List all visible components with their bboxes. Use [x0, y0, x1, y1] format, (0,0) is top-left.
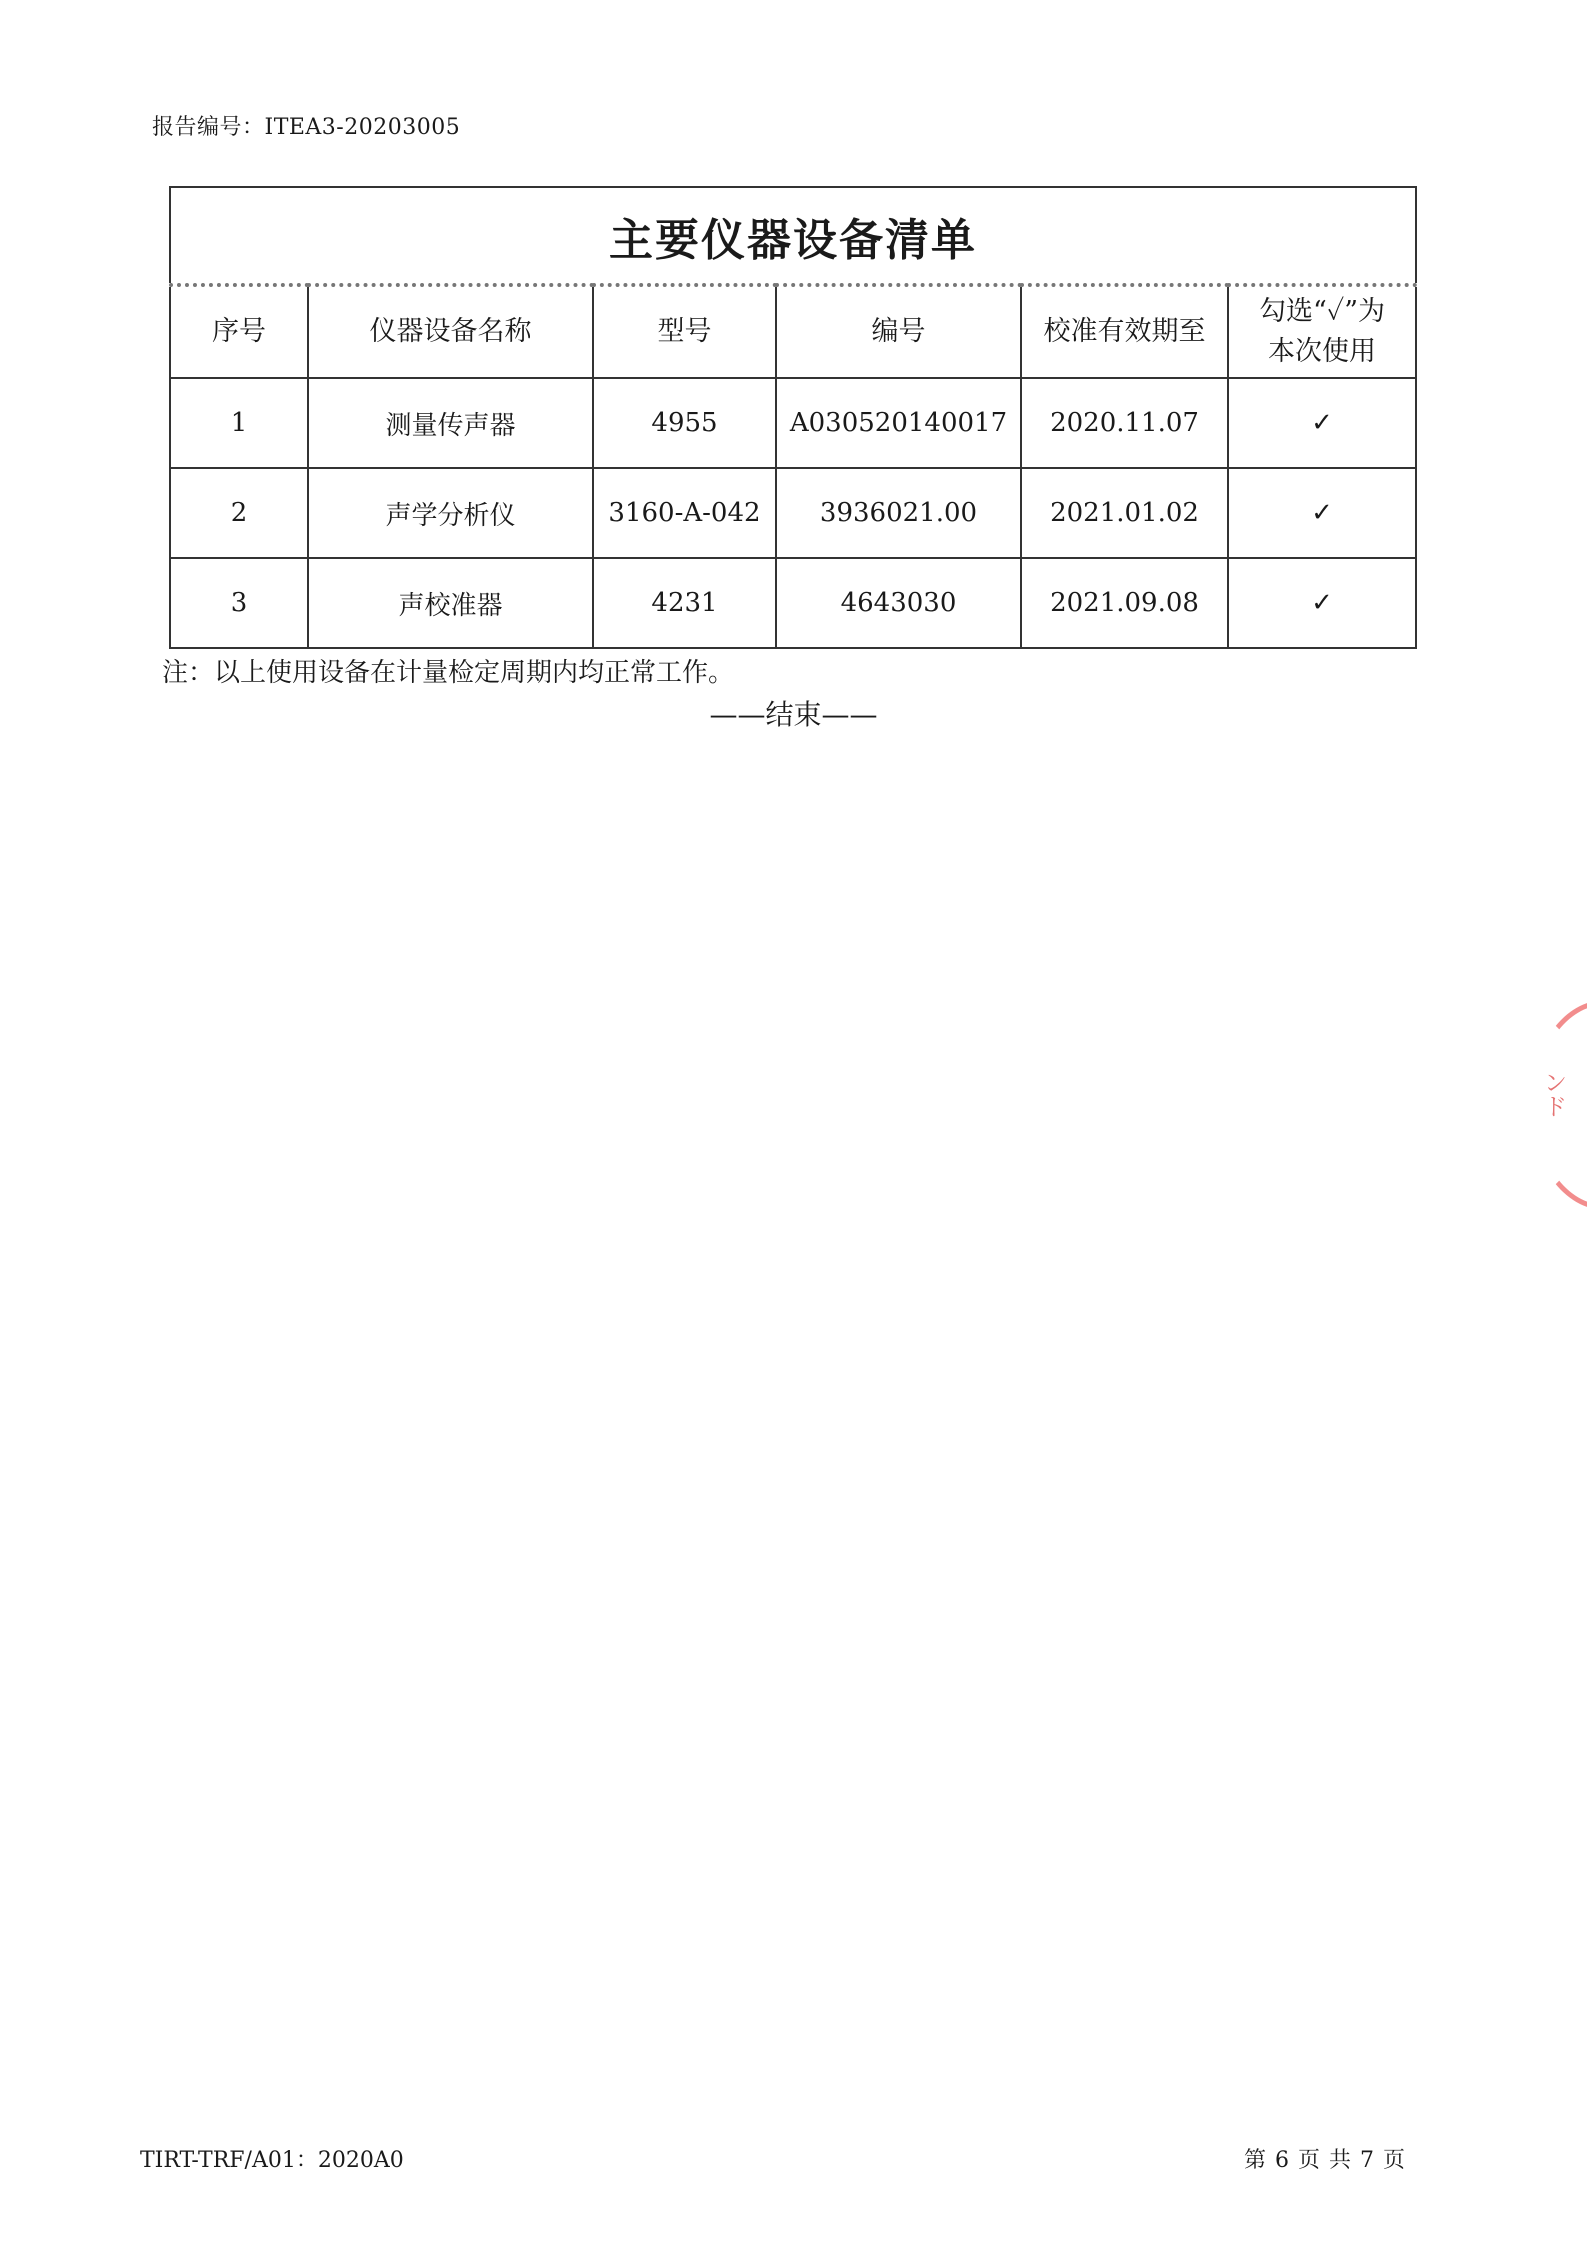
column-header-check: [1228, 285, 1416, 378]
cell-no: 2: [170, 468, 308, 558]
column-header-no: 序号: [170, 285, 308, 378]
cell-model: 4955: [593, 378, 776, 468]
column-header-valid-until: 校准有效期至: [1021, 285, 1228, 378]
table-row: [170, 378, 1416, 468]
table-title: 主要仪器设备清单: [170, 187, 1416, 285]
table-header-row: [170, 285, 1416, 378]
cell-valid-until: 2021.09.08: [1021, 558, 1228, 648]
cell-serial: A030520140017: [776, 378, 1021, 468]
page-number: 第 6 页 共 7 页: [1244, 2148, 1406, 2173]
column-header-serial: 编号: [776, 285, 1021, 378]
column-header-name: 仪器设备名称: [308, 285, 593, 378]
cell-model: 3160-A-042: [593, 468, 776, 558]
cell-name: 测量传声器: [308, 378, 593, 468]
checkmark-icon: ✓: [1228, 468, 1416, 558]
cell-serial: 4643030: [776, 558, 1021, 648]
cell-model: 4231: [593, 558, 776, 648]
cell-valid-until: 2020.11.07: [1021, 378, 1228, 468]
table-row: [170, 558, 1416, 648]
column-header-model: 型号: [593, 285, 776, 378]
cell-name: 声校准器: [308, 558, 593, 648]
cell-valid-until: 2021.01.02: [1021, 468, 1228, 558]
cell-no: 1: [170, 378, 308, 468]
cell-serial: 3936021.00: [776, 468, 1021, 558]
end-marker: ——结束——: [709, 698, 878, 731]
form-code: TIRT-TRF/A01：2020A0: [140, 2148, 404, 2173]
table-note: 注：以上使用设备在计量检定周期内均正常工作。: [162, 658, 735, 688]
cell-name: 声学分析仪: [308, 468, 593, 558]
seal-stamp-text: ンド: [1539, 1070, 1567, 1118]
report-number: 报告编号：ITEA3-20203005: [152, 115, 461, 140]
check-header-line2: 本次使用: [1268, 336, 1377, 367]
table-row: [170, 468, 1416, 558]
checkmark-icon: ✓: [1228, 558, 1416, 648]
check-header-line1: 勾选“✓”为: [1259, 296, 1386, 327]
cell-no: 3: [170, 558, 308, 648]
equipment-table: [169, 186, 1417, 649]
checkmark-icon: ✓: [1228, 378, 1416, 468]
